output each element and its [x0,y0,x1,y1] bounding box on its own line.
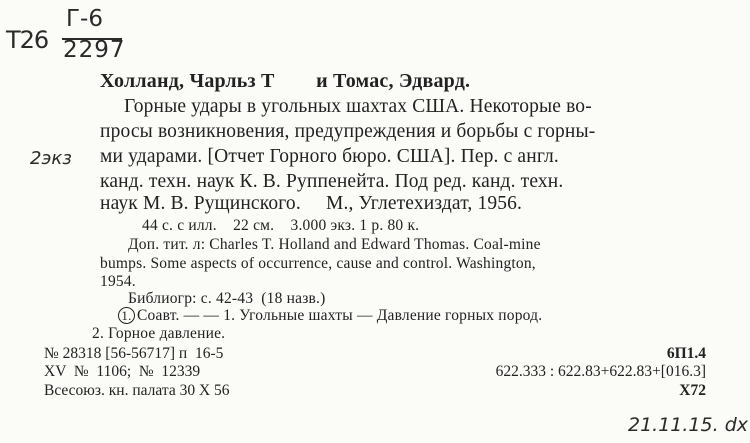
collation: 44 с. с илл. 22 см. 3.000 экз. 1 р. 80 к. [142,217,420,234]
registry-number: № 28318 [56-56717] п 16-5 [44,345,224,362]
call-number-top: Г-6 [66,6,103,32]
original-title-line-1: Доп. тит. л: Charles T. Holland and Edward Thomas. Coal-mine [128,236,541,253]
subject-circle-marker: 1. [118,307,135,324]
subjects-line-1 [118,307,542,325]
date-signature: 21.11.15. dx [628,414,748,436]
bibliography-note: Библиогр: с. 42-43 (18 назв.) [128,290,326,307]
call-number-bottom: 2297 [63,37,126,63]
author-heading: Холланд, Чарльз Т и Томас, Эдвард. [100,70,471,92]
original-title-line-3: 1954. [100,273,136,290]
title-line-5: наук М. В. Рущинского. М., Углетехиздат, 1956. [100,193,523,214]
classification-code: 6П1.4 [666,345,706,362]
title-line-4: канд. техн. наук К. В. Руппенейта. Под ред. канд. техн. [100,171,564,192]
title-line-3: ми ударами. [Отчет Горного бюро. США]. Пер. с англ. [100,146,559,167]
copies-note: 2экз [30,148,72,169]
original-title-line-2: bumps. Some aspects of occurrence, cause and control. Washington, [100,255,536,272]
title-line-1: Горные удары в угольных шахтах США. Некоторые во- [124,96,592,117]
title-line-2: просы возникновения, предупреждения и борьбы с горны- [100,121,596,142]
udc-code: 622.333 : 622.83+622.83+[016.3] [495,363,706,380]
chamber-info: Всесоюз. кн. палата 30 X 56 [44,382,230,399]
subjects-text: Соавт. — — 1. Угольные шахты — Давление горных пород. [137,307,543,324]
author-mark: X72 [679,382,706,399]
series-number: XV № 1106; № 12339 [44,363,201,380]
subjects-line-2: 2. Горное давление. [92,325,226,342]
call-number-main: T26 [6,26,49,54]
